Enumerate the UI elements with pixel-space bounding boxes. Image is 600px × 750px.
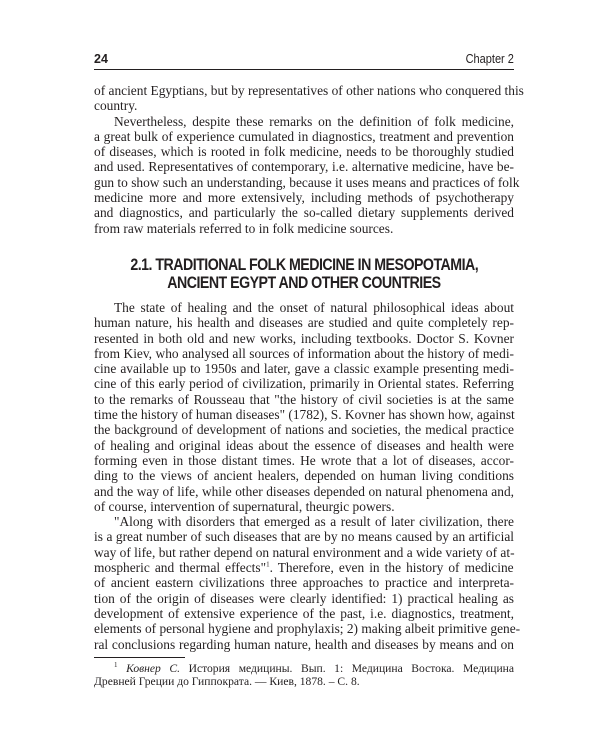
footnote-line: Древней Греции до Гиппократа. — Киев, 1878. – С. 8. [94, 675, 360, 688]
text-line: ral conclusions regarding human nature, health and diseases by means and on [94, 636, 514, 652]
text-line: cine available up to 1950s and later, gave a classic example presenting medi- [94, 361, 514, 377]
text-line: elements of personal hygiene and prophylaxis; 2) making albeit primitive gene- [94, 621, 521, 637]
text-line: human nature, his health and diseases are studied and quite completely rep- [94, 315, 514, 331]
text-line: country. [94, 98, 138, 114]
text-fragment: mospheric and thermal effects" [94, 560, 267, 576]
heading-line: ANCIENT EGYPT AND OTHER COUNTRIES [167, 274, 441, 292]
header-rule [94, 69, 514, 70]
intro-text [94, 83, 524, 236]
text-line: forming even in those distant times. He wrote that a lot of diseases, accor- [94, 452, 514, 468]
text-line: of ancient Egyptians, but by representatives of other nations who conquered this [94, 83, 524, 98]
text-line: and the way of life, while other diseases depended on natural phenomena and, [94, 483, 514, 499]
text-line: "Along with disorders that emerged as a result of later civilization, there [114, 514, 514, 530]
footnote-rule [94, 657, 185, 658]
section-heading [94, 256, 514, 292]
text-line: from Kiev, who analysed all sources of information about the history of medi- [94, 345, 514, 361]
text-line: is a great number of such diseases that are by no means caused by an artificial [94, 529, 514, 545]
text-line: to the remarks of Rousseau that "the history of civil societies is at the same [94, 391, 514, 407]
text-line: Nevertheless, despite these remarks on the definition of folk medicine, [114, 113, 514, 129]
text-line: gun to show such an understanding, because it uses means and practices of folk [94, 174, 520, 190]
text-line: cine of this early period of civilization, primarily in Oriental states. Referring [94, 376, 514, 392]
text-line: development of extensive experience of the past, i.e. diagnostics, treatment, [94, 605, 514, 621]
text-line: time the history of human diseases" (1782), S. Kovner has shown how, against [94, 407, 515, 423]
section-text [94, 300, 521, 652]
text-line: ding to the views of ancient healers, depended on human living conditions [94, 468, 514, 484]
text-line: and diagnostics, and particularly the so-called dietary supplements derived [94, 205, 514, 221]
text-line: medicine more and more extensively, including methods of psychotherapy [94, 190, 514, 206]
text-line: of diseases, which is rooted in folk medicine, needs to be thoroughly studied [94, 144, 514, 160]
text-line: and used. Representatives of contemporary, i.e. alternative medicine, have be- [94, 159, 514, 175]
footnote-text: История медицины. Вып. 1: Медицина Востока. Медицина [180, 662, 515, 675]
footnote-author: Ковнер С. [126, 662, 181, 675]
text-line: way of life, but rather depend on natural environment and a wide variety of at- [94, 544, 515, 560]
text-line: The state of healing and the onset of natural philosophical ideas about [114, 300, 514, 315]
heading-line: 2.1. TRADITIONAL FOLK MEDICINE IN MESOPOTAMIA, [130, 256, 478, 274]
text-line: of ancient eastern civilizations three approaches to practice and interpreta- [94, 575, 514, 591]
text-line: a great bulk of experience cumulated in diagnostics, treatment and prevention [94, 128, 514, 144]
text-line: resented in both old and new works, including textbooks. Doctor S. Kovner [94, 330, 514, 346]
text-line: from raw materials referred to in folk medicine sources. [94, 220, 394, 236]
text-fragment: . Therefore, even in the history of medicine [269, 560, 514, 576]
text-line: of healing and original ideas about the essence of diseases and health were [94, 437, 514, 453]
running-header [94, 52, 514, 68]
footnote-line [94, 662, 514, 675]
text-line: tion of the origin of diseases were clearly identified: 1) practical healing as [94, 590, 514, 606]
footnote-ref[interactable]: 1 [266, 560, 270, 569]
footnote-marker: 1 [114, 661, 118, 670]
page-number: 24 [94, 52, 108, 66]
text-line [94, 560, 514, 575]
text-line: of course, intervention of supernatural, theurgic powers. [94, 498, 395, 514]
chapter-label: Chapter 2 [465, 52, 514, 66]
text-line: the background of development of nations and societies, the medical practice [94, 422, 514, 438]
footnote [94, 662, 514, 688]
